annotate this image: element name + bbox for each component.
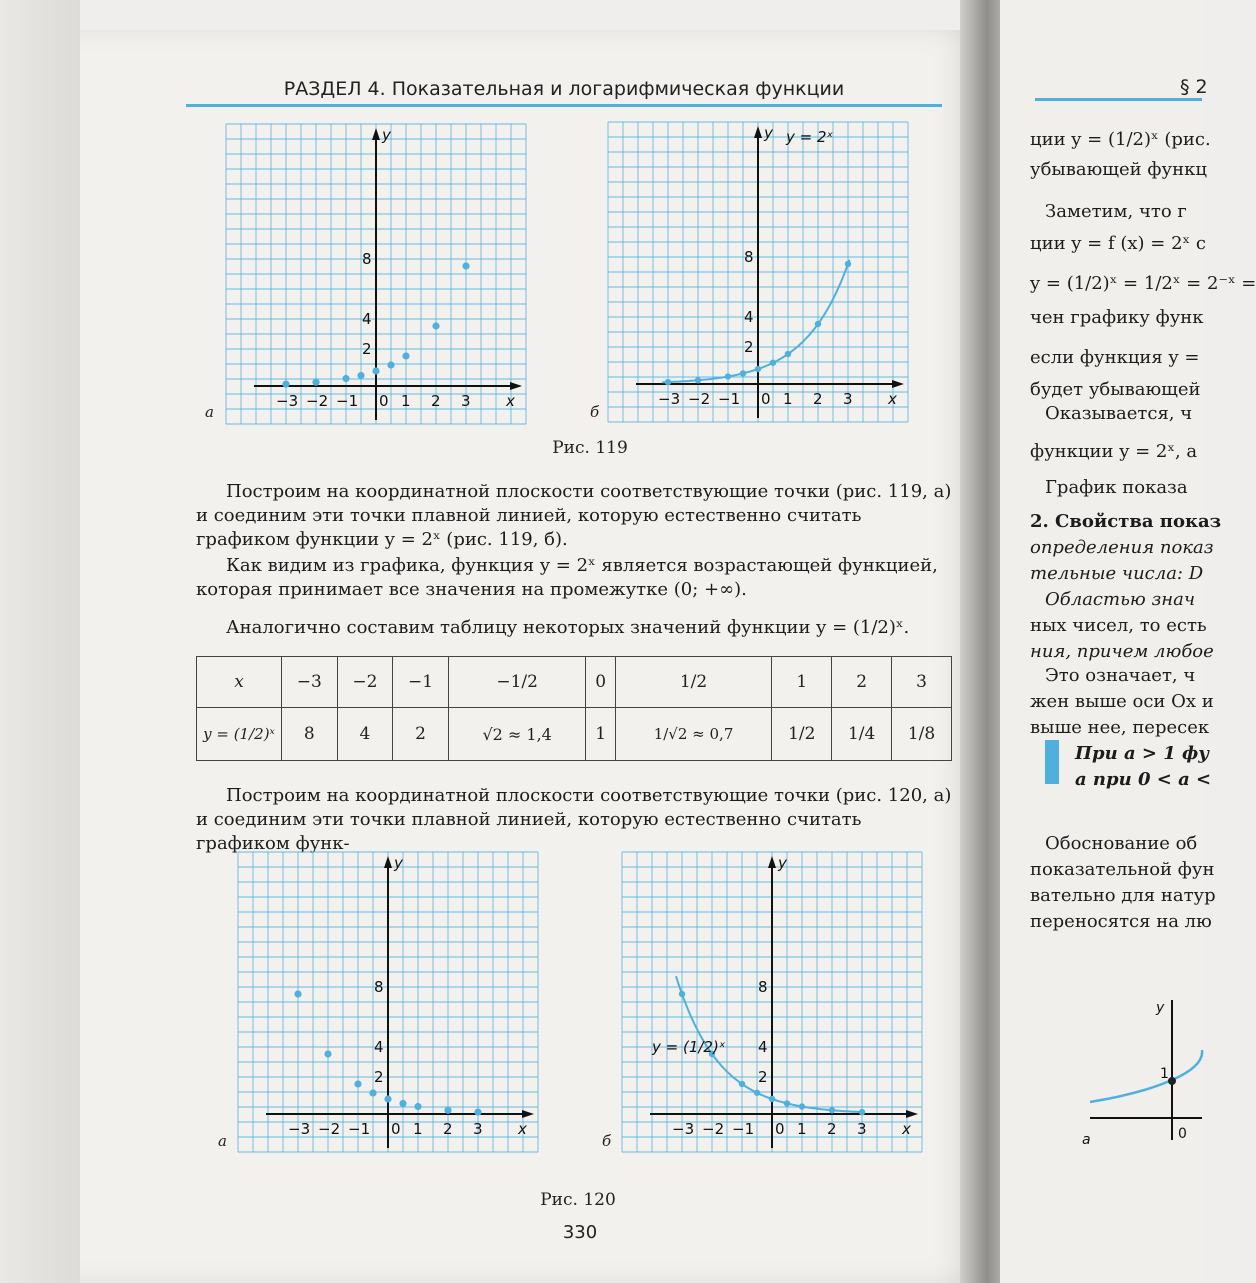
table-cell: 4 — [337, 708, 393, 761]
paragraph-3: Аналогично составим таблицу некоторых значений функции y = (1/2)ˣ. — [226, 617, 910, 638]
x-tick-label: 0 — [761, 390, 771, 408]
x-axis-arrow — [906, 1110, 918, 1118]
right-page-line: определения показ — [1030, 537, 1214, 558]
curve-point — [665, 379, 671, 385]
x-tick-label: 1 — [401, 392, 411, 410]
data-point — [387, 361, 394, 368]
mini-zero-label: 0 — [1178, 1126, 1187, 1142]
table-cell: 3 — [892, 657, 952, 708]
y-tick-label: 2 — [744, 338, 754, 356]
y-axis-arrow — [384, 856, 392, 868]
y-tick-label: 2 — [374, 1068, 384, 1086]
right-page-line: функции y = 2ˣ, а — [1030, 441, 1198, 462]
right-page-line: убывающей функц — [1030, 159, 1207, 180]
x-tick-label: −1 — [718, 390, 741, 408]
right-page-line: а при 0 < a < — [1075, 769, 1212, 790]
x-tick-label: −2 — [688, 390, 711, 408]
fig120-caption: Рис. 120 — [540, 1190, 616, 1210]
x-tick-label: −2 — [702, 1120, 725, 1138]
x-axis-label: x — [506, 392, 515, 410]
table-cell: 1/2 — [615, 657, 772, 708]
y-tick-label: 4 — [362, 310, 372, 328]
right-page-line: y = (1/2)ˣ = 1/2ˣ = 2⁻ˣ = — [1030, 273, 1256, 294]
data-point — [444, 1107, 451, 1114]
right-page-line: переносятся на лю — [1030, 911, 1212, 932]
table-row-y — [197, 708, 952, 761]
x-axis-label: x — [888, 390, 897, 408]
y-tick-label: 4 — [374, 1038, 384, 1056]
x-tick-label: −2 — [306, 392, 329, 410]
table-cell: −2 — [337, 657, 393, 708]
curve-point — [829, 1107, 835, 1113]
mini-curve — [1090, 1050, 1202, 1102]
y-axis-arrow — [768, 856, 776, 868]
right-page-line: ных чисел, то есть — [1030, 615, 1207, 636]
data-point — [294, 990, 301, 997]
right-page-line: ния, причем любое — [1030, 641, 1214, 662]
right-page-line: ции y = (1/2)ˣ (рис. — [1030, 129, 1211, 150]
x-tick-label: −3 — [658, 390, 681, 408]
curve-label: y = 2ˣ — [786, 128, 834, 146]
table-cell: −1 — [393, 657, 449, 708]
mini-y-label: y — [1156, 1000, 1165, 1016]
curve-point — [859, 1109, 865, 1115]
table-row-x — [197, 657, 952, 708]
y-axis-arrow — [754, 126, 762, 138]
curve-point — [785, 351, 791, 357]
data-point — [282, 381, 289, 388]
x-axis-label: x — [518, 1120, 527, 1138]
x-tick-label: 0 — [391, 1120, 401, 1138]
y-tick-label: 8 — [758, 978, 768, 996]
page-edge — [0, 0, 80, 1283]
header-rule — [186, 104, 942, 107]
fig120b-letter: б — [602, 1132, 612, 1150]
x-tick-label: 1 — [783, 390, 793, 408]
data-point — [372, 367, 379, 374]
right-page-line: ции y = f (x) = 2ˣ с — [1030, 233, 1206, 254]
paragraph-4: Построим на координатной плоскости соответствующие точки (рис. 120, а) и соединим эти точки плавной линией, которую естественно считать графиком функ- — [196, 785, 952, 854]
right-page-line: При a > 1 фу — [1075, 743, 1210, 764]
right-page-line: Областью знач — [1045, 589, 1196, 610]
table-cell: −1/2 — [448, 657, 586, 708]
table-cell: 8 — [282, 708, 338, 761]
x-tick-label: −1 — [348, 1120, 371, 1138]
x-axis-label: x — [902, 1120, 911, 1138]
curve-point — [769, 1096, 775, 1102]
right-page-line: тельные числа: D — [1030, 563, 1204, 584]
table-cell: 1/2 — [772, 708, 832, 761]
y-tick-label: 2 — [758, 1068, 768, 1086]
y-axis-label: y — [764, 124, 773, 142]
table-cell: 0 — [586, 657, 615, 708]
x-tick-label: −3 — [276, 392, 299, 410]
fig119-panel-a — [226, 124, 526, 424]
page-number: 330 — [562, 1222, 598, 1243]
right-page-line: показательной фун — [1030, 859, 1215, 880]
right-page-line: Заметим, что г — [1045, 201, 1187, 222]
x-tick-label: 3 — [461, 392, 471, 410]
right-page-line: жен выше оси Ox и — [1030, 691, 1214, 712]
section-header: РАЗДЕЛ 4. Показательная и логарифмическая функции — [283, 78, 845, 100]
right-page-line: Это означает, ч — [1045, 665, 1196, 686]
x-tick-label: 3 — [857, 1120, 867, 1138]
x-tick-label: 1 — [797, 1120, 807, 1138]
curve-point — [770, 360, 776, 366]
y-tick-label: 8 — [362, 250, 372, 268]
table-cell: 1 — [586, 708, 615, 761]
curve-point — [845, 261, 851, 267]
right-header-rule — [1035, 98, 1202, 101]
data-point — [414, 1103, 421, 1110]
fig120b-plot — [622, 852, 922, 1152]
fig120a-letter: а — [218, 1132, 227, 1150]
x-tick-label: −1 — [336, 392, 359, 410]
right-page-header: § 2 — [1180, 76, 1208, 98]
mini-point — [1168, 1077, 1176, 1085]
highlight-marker — [1045, 740, 1059, 784]
x-tick-label: 3 — [473, 1120, 483, 1138]
y-axis-label: y — [394, 854, 403, 872]
table-cell: 2 — [832, 657, 892, 708]
x-tick-label: 0 — [379, 392, 389, 410]
x-axis-arrow — [892, 380, 904, 388]
right-page-line: если функция y = — [1030, 347, 1200, 368]
curve-label: y = (1/2)ˣ — [652, 1038, 726, 1056]
x-tick-label: 1 — [413, 1120, 423, 1138]
right-page-line: вательно для натур — [1030, 885, 1216, 906]
data-point — [357, 372, 364, 379]
y-tick-label: 2 — [362, 340, 372, 358]
fig120-panel-a — [238, 852, 538, 1152]
fig119b-letter: б — [590, 403, 600, 421]
right-page-line: будет убывающей — [1030, 379, 1201, 400]
data-point — [312, 379, 319, 386]
x-tick-label: 2 — [813, 390, 823, 408]
data-point — [432, 322, 439, 329]
fig120a-plot — [238, 852, 538, 1152]
curve-point — [740, 370, 746, 376]
y-tick-label: 4 — [744, 308, 754, 326]
right-mini-plot — [1080, 990, 1202, 1150]
x-tick-label: −3 — [672, 1120, 695, 1138]
fig119-panel-b — [608, 122, 908, 422]
curve-point — [695, 377, 701, 383]
curve-point — [799, 1103, 805, 1109]
right-page-line: Оказывается, ч — [1045, 403, 1193, 424]
table-cell: 1/8 — [892, 708, 952, 761]
curve-point — [815, 321, 821, 327]
curve-point — [679, 991, 685, 997]
x-tick-label: 2 — [443, 1120, 453, 1138]
paragraph-1: Построим на координатной плоскости соответствующие точки (рис. 119, а) и соединим эти точки плавной линией, которую естественно считать графиком функции y = 2ˣ (рис. 119, б). — [196, 481, 952, 550]
right-page-line: выше нее, пересек — [1030, 717, 1210, 738]
y-axis-label: y — [382, 126, 391, 144]
x-axis-arrow — [510, 382, 522, 390]
right-page-line: 2. Свойства показ — [1030, 511, 1222, 532]
fig120-panel-b — [622, 852, 922, 1152]
curve-point — [784, 1100, 790, 1106]
data-point — [399, 1100, 406, 1107]
right-page-line: чен графику функ — [1030, 307, 1204, 328]
table-cell: √2 ≈ 1,4 — [448, 708, 586, 761]
x-tick-label: 2 — [827, 1120, 837, 1138]
paragraph-2: Как видим из графика, функция y = 2ˣ является возрастающей функцией, которая принимает все значения на промежутке (0; +∞). — [196, 555, 938, 600]
fig119a-letter: а — [205, 403, 214, 421]
x-tick-label: −3 — [288, 1120, 311, 1138]
curve-point — [754, 1090, 760, 1096]
values-table — [196, 656, 952, 761]
data-point — [474, 1109, 481, 1116]
right-page-line: График показа — [1045, 477, 1188, 498]
mini-one-label: 1 — [1160, 1066, 1169, 1082]
table-cell: 2 — [393, 708, 449, 761]
curve-point — [755, 366, 761, 372]
x-tick-label: −1 — [732, 1120, 755, 1138]
x-tick-label: 0 — [775, 1120, 785, 1138]
table-cell: 1/4 — [832, 708, 892, 761]
fig119a-plot — [226, 124, 526, 424]
function-curve — [662, 260, 850, 383]
y-tick-label: 8 — [374, 978, 384, 996]
data-point — [324, 1050, 331, 1057]
table-cell: x — [197, 657, 282, 708]
x-tick-label: 2 — [431, 392, 441, 410]
data-point — [402, 352, 409, 359]
y-axis-arrow — [372, 128, 380, 140]
mini-letter: а — [1082, 1132, 1091, 1148]
table-cell: −3 — [282, 657, 338, 708]
data-point — [342, 375, 349, 382]
y-tick-label: 4 — [758, 1038, 768, 1056]
y-axis-label: y — [778, 854, 787, 872]
data-point — [354, 1080, 361, 1087]
x-tick-label: 3 — [843, 390, 853, 408]
table-cell: 1 — [772, 657, 832, 708]
table-cell: y = (1/2)ˣ — [197, 708, 282, 761]
y-tick-label: 8 — [744, 248, 754, 266]
right-page-line: Обоснование об — [1045, 833, 1198, 854]
data-point — [369, 1089, 376, 1096]
curve-point — [725, 373, 731, 379]
fig119b-plot — [608, 122, 908, 422]
fig119-caption: Рис. 119 — [552, 438, 628, 458]
data-point — [462, 262, 469, 269]
x-tick-label: −2 — [318, 1120, 341, 1138]
curve-point — [739, 1081, 745, 1087]
table-cell: 1/√2 ≈ 0,7 — [615, 708, 772, 761]
x-axis-arrow — [522, 1110, 534, 1118]
data-point — [384, 1095, 391, 1102]
